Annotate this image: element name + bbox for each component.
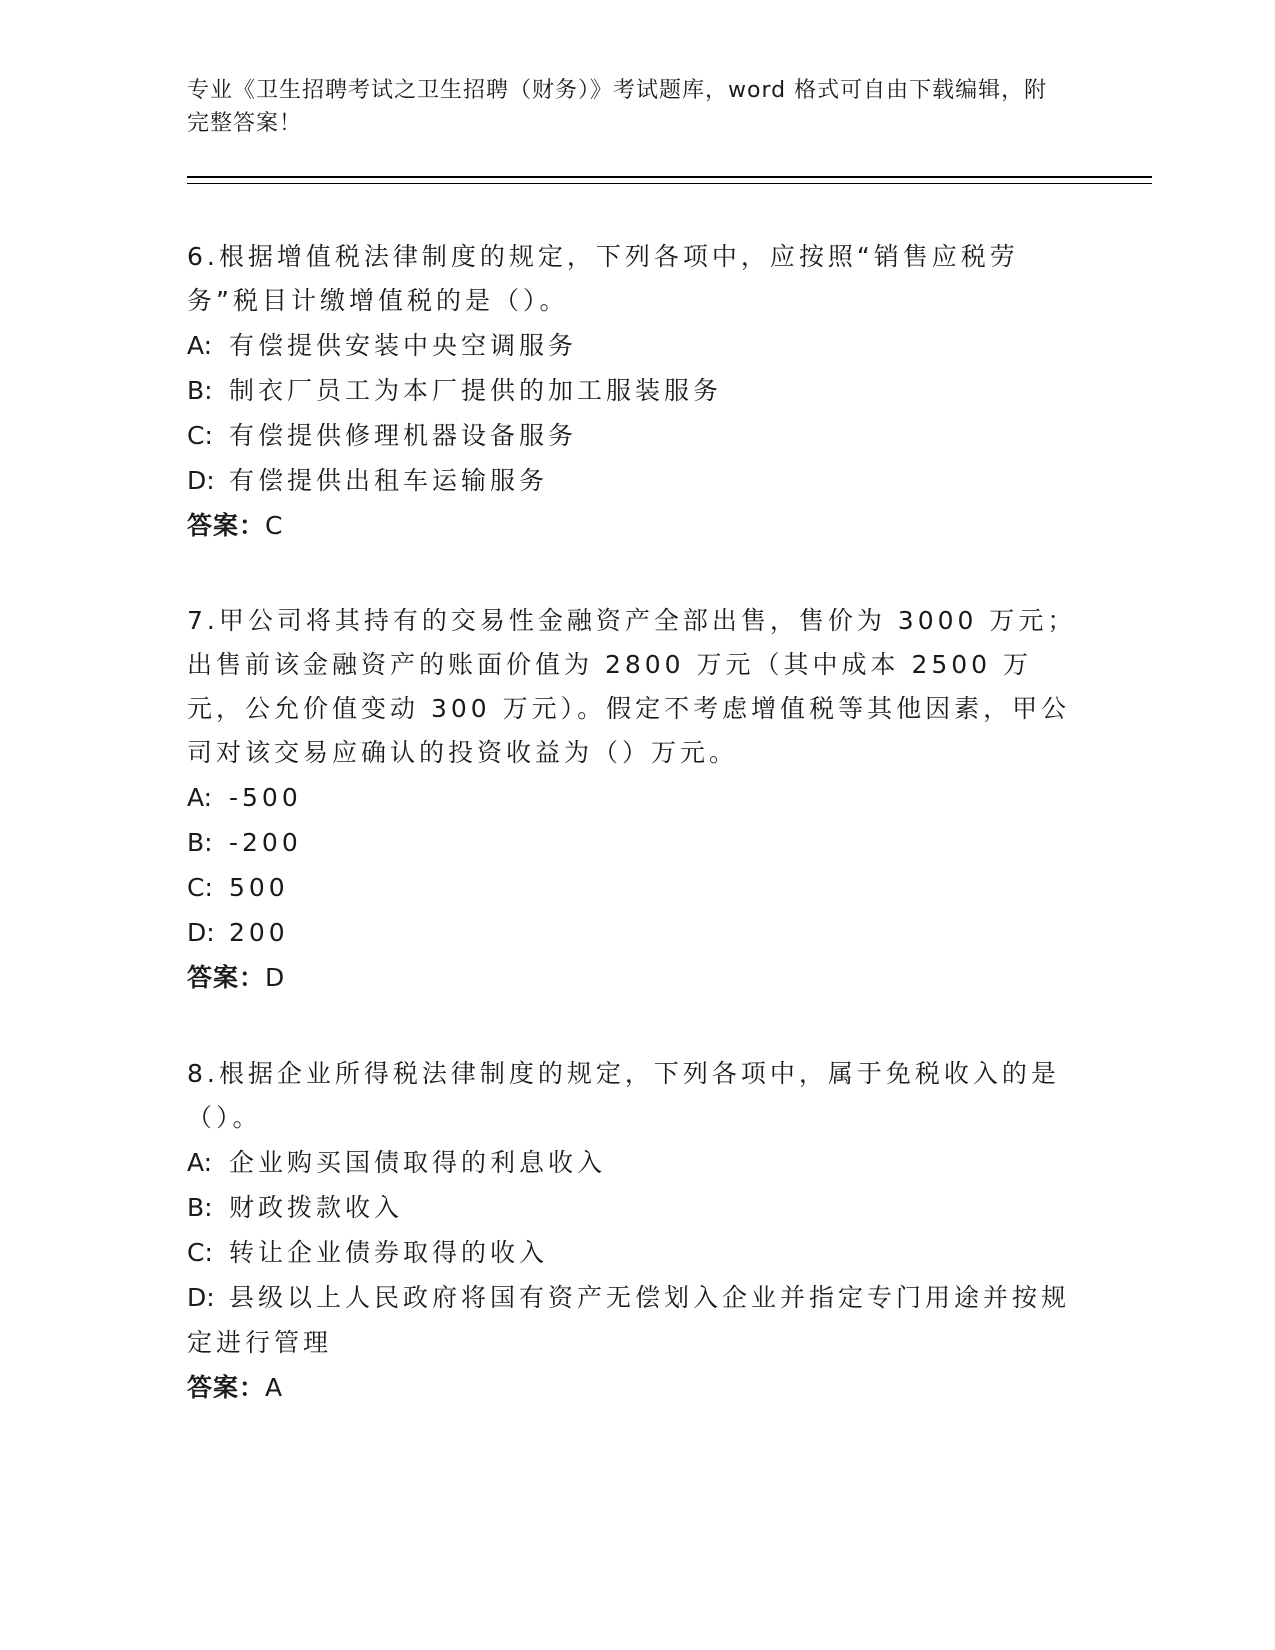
option-c: [187, 1230, 1077, 1275]
option-d: [187, 910, 1077, 955]
answer-line: [187, 955, 1077, 1000]
answer-value: D: [265, 963, 286, 992]
option-letter: D:: [187, 466, 215, 495]
option-text: 200: [229, 918, 289, 947]
option-text: 县级以上人民政府将国有资产无偿划入企业并指定专门用途并按规定进行管理: [187, 1283, 1071, 1357]
option-text: -200: [229, 828, 302, 857]
option-c: [187, 865, 1077, 910]
option-letter: C:: [187, 421, 213, 450]
option-text: 有偿提供安装中央空调服务: [229, 331, 578, 360]
option-letter: A:: [187, 331, 213, 360]
option-letter: A:: [187, 783, 213, 812]
option-text: 有偿提供出租车运输服务: [229, 466, 549, 495]
question-stem: 7.甲公司将其持有的交易性金融资产全部出售，售价为 3000 万元；出售前该金融资产的账面价值为 2800 万元（其中成本 2500 万元，公允价值变动 300 万元）。假定不考虑增值税等其他因素，甲公司对该交易应确认的投资收益为（）万元。: [187, 606, 1077, 767]
option-text: 财政拨款收入: [229, 1193, 404, 1222]
answer-label: 答案：: [187, 511, 266, 540]
option-d: [187, 1275, 1077, 1365]
option-letter: A:: [187, 1148, 213, 1177]
option-text: 转让企业债券取得的收入: [229, 1238, 549, 1267]
option-letter: B:: [187, 376, 213, 405]
option-text: 有偿提供修理机器设备服务: [229, 421, 578, 450]
question-stem: 6.根据增值税法律制度的规定，下列各项中，应按照“销售应税劳务”税目计缴增值税的是（）。: [187, 242, 1019, 315]
answer-label: 答案：: [187, 963, 266, 992]
option-b: [187, 820, 1077, 865]
option-a: [187, 1140, 1077, 1185]
question-6: [187, 235, 1077, 548]
document-header: 专业《卫生招聘考试之卫生招聘（财务）》考试题库，word 格式可自由下载编辑，附完整答案！: [187, 78, 1048, 136]
option-b: [187, 368, 1077, 413]
option-a: [187, 775, 1077, 820]
option-letter: B:: [187, 1193, 213, 1222]
question-7: [187, 599, 1077, 1000]
option-letter: C:: [187, 1238, 213, 1267]
option-letter: C:: [187, 873, 213, 902]
answer-label: 答案：: [187, 1373, 266, 1402]
option-a: [187, 323, 1077, 368]
option-c: [187, 413, 1077, 458]
option-text: 500: [229, 873, 289, 902]
option-text: 制衣厂员工为本厂提供的加工服装服务: [229, 376, 723, 405]
option-letter: D:: [187, 918, 215, 947]
answer-line: [187, 1365, 1077, 1410]
option-b: [187, 1185, 1077, 1230]
option-text: -500: [229, 783, 302, 812]
option-letter: D:: [187, 1283, 215, 1312]
option-d: [187, 458, 1077, 503]
question-8: [187, 1052, 1077, 1410]
question-stem: 8.根据企业所得税法律制度的规定，下列各项中，属于免税收入的是（）。: [187, 1059, 1060, 1132]
header-divider-thick: [187, 176, 1152, 178]
option-letter: B:: [187, 828, 213, 857]
answer-value: A: [265, 1373, 284, 1402]
answer-line: [187, 503, 1077, 548]
answer-value: C: [265, 511, 284, 540]
option-text: 企业购买国债取得的利息收入: [229, 1148, 607, 1177]
header-divider-thin: [187, 183, 1152, 184]
